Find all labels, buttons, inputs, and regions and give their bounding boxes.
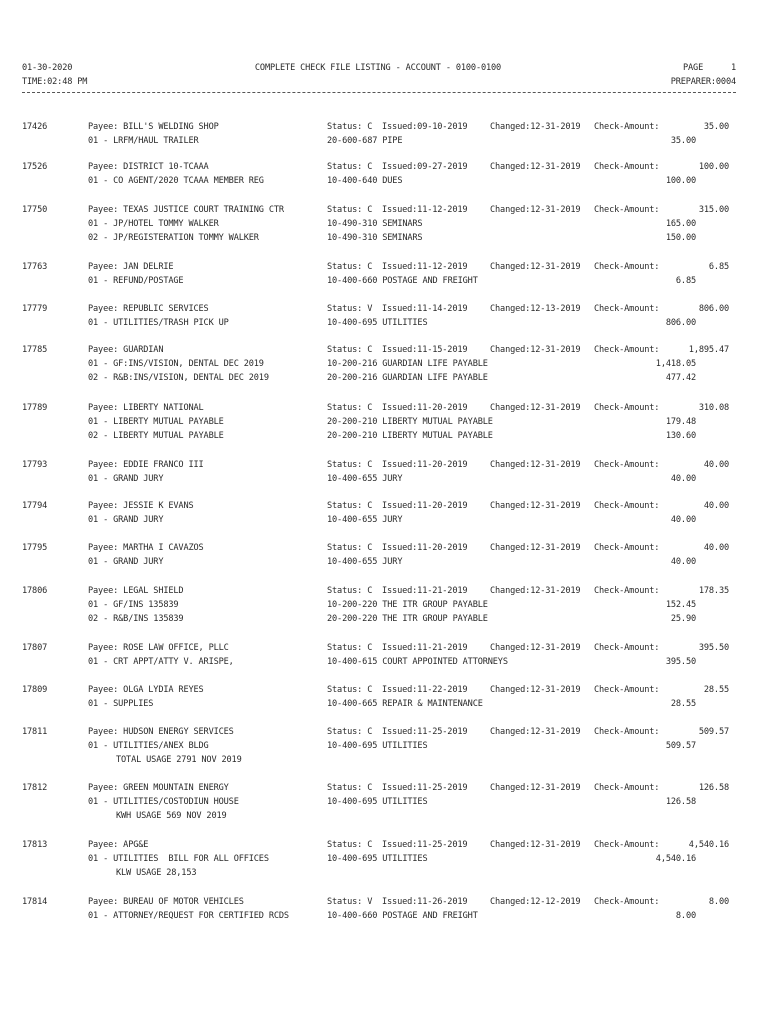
- check-amount: 100.00: [698, 162, 729, 172]
- line-account: 10-400-695 UTILITIES: [327, 318, 428, 329]
- line-account: 10-400-695 UTILITIES: [327, 741, 428, 752]
- payee: Payee: ROSE LAW OFFICE, PLLC: [88, 643, 229, 653]
- payee: Payee: GUARDIAN: [88, 345, 164, 355]
- check-number: 17809: [22, 685, 48, 695]
- line-amount: 150.00: [665, 233, 696, 244]
- check-amount: 126.58: [698, 783, 729, 793]
- payee: Payee: BILL'S WELDING SHOP: [88, 122, 219, 132]
- check-amount-label: Check-Amount:: [594, 586, 660, 596]
- issued-date: Issued:09-10-2019: [382, 122, 468, 132]
- line-amount: 35.00: [670, 136, 696, 147]
- payee: Payee: APG&E: [88, 840, 149, 850]
- check-number: 17785: [22, 345, 48, 355]
- check-amount: 40.00: [703, 543, 729, 553]
- payee: Payee: HUDSON ENERGY SERVICES: [88, 727, 234, 737]
- check-status: Status: C: [327, 501, 373, 511]
- page-number: 1: [730, 63, 736, 73]
- line-account: 10-400-655 JURY: [327, 557, 403, 568]
- line-account: 20-200-216 GUARDIAN LIFE PAYABLE: [327, 373, 488, 384]
- issued-date: Issued:09-27-2019: [382, 162, 468, 172]
- line-description: 01 - REFUND/POSTAGE: [88, 276, 184, 287]
- payee: Payee: LIBERTY NATIONAL: [88, 403, 204, 413]
- check-amount-label: Check-Amount:: [594, 205, 660, 215]
- changed-date: Changed:12-31-2019: [490, 345, 581, 355]
- check-number: 17793: [22, 460, 48, 470]
- preparer: PREPARER:0004: [670, 77, 736, 87]
- line-description: 01 - UTILITIES BILL FOR ALL OFFICES: [88, 854, 269, 865]
- line-description: 02 - R&B:INS/VISION, DENTAL DEC 2019: [88, 373, 269, 384]
- issued-date: Issued:11-22-2019: [382, 685, 468, 695]
- check-amount: 40.00: [703, 460, 729, 470]
- line-description: 01 - CRT APPT/ATTY V. ARISPE,: [88, 657, 234, 668]
- check-amount: 315.00: [698, 205, 729, 215]
- report-time: TIME:02:48 PM: [22, 77, 88, 87]
- check-number: 17812: [22, 783, 48, 793]
- payee: Payee: BUREAU OF MOTOR VEHICLES: [88, 897, 244, 907]
- issued-date: Issued:11-12-2019: [382, 205, 468, 215]
- changed-date: Changed:12-31-2019: [490, 643, 581, 653]
- check-amount: 806.00: [698, 304, 729, 314]
- check-status: Status: C: [327, 122, 373, 132]
- line-description: 01 - ATTORNEY/REQUEST FOR CERTIFIED RCDS: [88, 911, 289, 922]
- line-amount: 152.45: [665, 600, 696, 611]
- check-number: 17779: [22, 304, 48, 314]
- changed-date: Changed:12-31-2019: [490, 685, 581, 695]
- line-amount: 806.00: [665, 318, 696, 329]
- check-status: Status: C: [327, 460, 373, 470]
- changed-date: Changed:12-31-2019: [490, 840, 581, 850]
- check-amount-label: Check-Amount:: [594, 685, 660, 695]
- check-amount-label: Check-Amount:: [594, 501, 660, 511]
- check-amount-label: Check-Amount:: [594, 122, 660, 132]
- check-amount-label: Check-Amount:: [594, 727, 660, 737]
- check-amount-label: Check-Amount:: [594, 403, 660, 413]
- line-amount: 8.00: [675, 911, 696, 922]
- payee: Payee: DISTRICT 10-TCAAA: [88, 162, 209, 172]
- line-description: 01 - LIBERTY MUTUAL PAYABLE: [88, 417, 224, 428]
- changed-date: Changed:12-31-2019: [490, 501, 581, 511]
- line-amount: 25.90: [670, 614, 696, 625]
- line-description: 01 - UTILITIES/TRASH PICK UP: [88, 318, 229, 329]
- issued-date: Issued:11-20-2019: [382, 543, 468, 553]
- issued-date: Issued:11-12-2019: [382, 262, 468, 272]
- line-note: KWH USAGE 569 NOV 2019: [116, 811, 227, 822]
- check-number: 17811: [22, 727, 48, 737]
- line-description: 01 - GRAND JURY: [88, 474, 164, 485]
- line-account: 10-490-310 SEMINARS: [327, 233, 423, 244]
- line-amount: 6.85: [675, 276, 696, 287]
- line-account: 10-200-216 GUARDIAN LIFE PAYABLE: [327, 359, 488, 370]
- payee: Payee: GREEN MOUNTAIN ENERGY: [88, 783, 229, 793]
- line-account: 10-490-310 SEMINARS: [327, 219, 423, 230]
- check-amount: 1,895.47: [688, 345, 729, 355]
- payee: Payee: JESSIE K EVANS: [88, 501, 194, 511]
- issued-date: Issued:11-25-2019: [382, 727, 468, 737]
- check-status: Status: C: [327, 262, 373, 272]
- changed-date: Changed:12-31-2019: [490, 122, 581, 132]
- check-amount: 310.08: [698, 403, 729, 413]
- check-number: 17795: [22, 543, 48, 553]
- check-status: Status: C: [327, 345, 373, 355]
- payee: Payee: MARTHA I CAVAZOS: [88, 543, 204, 553]
- check-amount-label: Check-Amount:: [594, 897, 660, 907]
- line-account: 10-400-695 UTILITIES: [327, 797, 428, 808]
- line-account: 10-400-615 COURT APPOINTED ATTORNEYS: [327, 657, 508, 668]
- changed-date: Changed:12-31-2019: [490, 403, 581, 413]
- issued-date: Issued:11-14-2019: [382, 304, 468, 314]
- line-description: 01 - SUPPLIES: [88, 699, 154, 710]
- check-amount: 35.00: [703, 122, 729, 132]
- check-status: Status: C: [327, 685, 373, 695]
- line-amount: 28.55: [670, 699, 696, 710]
- issued-date: Issued:11-20-2019: [382, 403, 468, 413]
- line-account: 10-400-655 JURY: [327, 515, 403, 526]
- check-number: 17806: [22, 586, 48, 596]
- line-account: 10-400-665 REPAIR & MAINTENANCE: [327, 699, 483, 710]
- changed-date: Changed:12-13-2019: [490, 304, 581, 314]
- check-status: Status: C: [327, 727, 373, 737]
- check-status: Status: V: [327, 304, 373, 314]
- changed-date: Changed:12-31-2019: [490, 460, 581, 470]
- payee: Payee: EDDIE FRANCO III: [88, 460, 204, 470]
- check-amount-label: Check-Amount:: [594, 304, 660, 314]
- line-account: 10-400-660 POSTAGE AND FREIGHT: [327, 911, 478, 922]
- issued-date: Issued:11-26-2019: [382, 897, 468, 907]
- line-amount: 509.57: [665, 741, 696, 752]
- check-status: Status: C: [327, 205, 373, 215]
- check-amount: 8.00: [708, 897, 729, 907]
- issued-date: Issued:11-21-2019: [382, 586, 468, 596]
- check-amount-label: Check-Amount:: [594, 783, 660, 793]
- line-account: 20-200-220 THE ITR GROUP PAYABLE: [327, 614, 488, 625]
- check-number: 17814: [22, 897, 48, 907]
- line-description: 01 - GF:INS/VISION, DENTAL DEC 2019: [88, 359, 264, 370]
- header-divider: [22, 92, 736, 93]
- check-amount-label: Check-Amount:: [594, 460, 660, 470]
- line-description: 02 - LIBERTY MUTUAL PAYABLE: [88, 431, 224, 442]
- changed-date: Changed:12-31-2019: [490, 543, 581, 553]
- line-amount: 40.00: [670, 474, 696, 485]
- line-description: 01 - GRAND JURY: [88, 515, 164, 526]
- check-amount-label: Check-Amount:: [594, 840, 660, 850]
- check-amount: 4,540.16: [688, 840, 729, 850]
- payee: Payee: LEGAL SHIELD: [88, 586, 184, 596]
- check-amount-label: Check-Amount:: [594, 643, 660, 653]
- check-amount: 509.57: [698, 727, 729, 737]
- check-status: Status: C: [327, 643, 373, 653]
- line-note: TOTAL USAGE 2791 NOV 2019: [116, 755, 242, 766]
- line-account: 10-400-655 JURY: [327, 474, 403, 485]
- line-account: 10-400-640 DUES: [327, 176, 403, 187]
- check-amount: 40.00: [703, 501, 729, 511]
- line-amount: 165.00: [665, 219, 696, 230]
- report-title: COMPLETE CHECK FILE LISTING - ACCOUNT - 0100-0100: [254, 63, 502, 73]
- check-amount-label: Check-Amount:: [594, 162, 660, 172]
- changed-date: Changed:12-31-2019: [490, 205, 581, 215]
- line-amount: 100.00: [665, 176, 696, 187]
- check-status: Status: C: [327, 543, 373, 553]
- issued-date: Issued:11-25-2019: [382, 840, 468, 850]
- check-status: Status: C: [327, 586, 373, 596]
- changed-date: Changed:12-31-2019: [490, 783, 581, 793]
- line-description: 01 - GF/INS 135839: [88, 600, 179, 611]
- payee: Payee: TEXAS JUSTICE COURT TRAINING CTR: [88, 205, 284, 215]
- check-amount-label: Check-Amount:: [594, 345, 660, 355]
- issued-date: Issued:11-20-2019: [382, 501, 468, 511]
- check-number: 17763: [22, 262, 48, 272]
- line-amount: 40.00: [670, 557, 696, 568]
- changed-date: Changed:12-31-2019: [490, 162, 581, 172]
- line-amount: 4,540.16: [655, 854, 696, 865]
- line-description: 01 - CO AGENT/2020 TCAAA MEMBER REG: [88, 176, 264, 187]
- line-amount: 126.58: [665, 797, 696, 808]
- line-description: 02 - R&B/INS 135839: [88, 614, 184, 625]
- line-description: 01 - LRFM/HAUL TRAILER: [88, 136, 199, 147]
- check-amount: 395.50: [698, 643, 729, 653]
- issued-date: Issued:11-25-2019: [382, 783, 468, 793]
- changed-date: Changed:12-12-2019: [490, 897, 581, 907]
- line-description: 01 - JP/HOTEL TOMMY WALKER: [88, 219, 219, 230]
- check-amount-label: Check-Amount:: [594, 262, 660, 272]
- check-number: 17813: [22, 840, 48, 850]
- payee: Payee: REPUBLIC SERVICES: [88, 304, 209, 314]
- line-account: 10-400-660 POSTAGE AND FREIGHT: [327, 276, 478, 287]
- report-date: 01-30-2020: [22, 63, 73, 73]
- changed-date: Changed:12-31-2019: [490, 262, 581, 272]
- check-number: 17526: [22, 162, 48, 172]
- line-description: 02 - JP/REGISTERATION TOMMY WALKER: [88, 233, 259, 244]
- line-note: KLW USAGE 28,153: [116, 868, 197, 879]
- line-description: 01 - UTILITIES/COSTODIUN HOUSE: [88, 797, 239, 808]
- check-number: 17794: [22, 501, 48, 511]
- check-amount: 28.55: [703, 685, 729, 695]
- issued-date: Issued:11-15-2019: [382, 345, 468, 355]
- line-amount: 1,418.05: [655, 359, 696, 370]
- line-description: 01 - GRAND JURY: [88, 557, 164, 568]
- check-amount: 178.35: [698, 586, 729, 596]
- check-number: 17750: [22, 205, 48, 215]
- issued-date: Issued:11-21-2019: [382, 643, 468, 653]
- check-number: 17807: [22, 643, 48, 653]
- changed-date: Changed:12-31-2019: [490, 727, 581, 737]
- line-account: 20-200-210 LIBERTY MUTUAL PAYABLE: [327, 431, 493, 442]
- payee: Payee: OLGA LYDIA REYES: [88, 685, 204, 695]
- check-status: Status: C: [327, 783, 373, 793]
- page-label: PAGE: [683, 63, 704, 73]
- check-status: Status: C: [327, 840, 373, 850]
- check-number: 17426: [22, 122, 48, 132]
- check-amount-label: Check-Amount:: [594, 543, 660, 553]
- line-amount: 40.00: [670, 515, 696, 526]
- line-amount: 179.48: [665, 417, 696, 428]
- line-account: 10-200-220 THE ITR GROUP PAYABLE: [327, 600, 488, 611]
- line-amount: 477.42: [665, 373, 696, 384]
- check-status: Status: V: [327, 897, 373, 907]
- line-account: 20-200-210 LIBERTY MUTUAL PAYABLE: [327, 417, 493, 428]
- line-amount: 130.60: [665, 431, 696, 442]
- line-account: 10-400-695 UTILITIES: [327, 854, 428, 865]
- payee: Payee: JAN DELRIE: [88, 262, 174, 272]
- line-account: 20-600-687 PIPE: [327, 136, 403, 147]
- check-status: Status: C: [327, 162, 373, 172]
- line-amount: 395.50: [665, 657, 696, 668]
- line-description: 01 - UTILITIES/ANEX BLDG: [88, 741, 209, 752]
- check-status: Status: C: [327, 403, 373, 413]
- issued-date: Issued:11-20-2019: [382, 460, 468, 470]
- check-number: 17789: [22, 403, 48, 413]
- changed-date: Changed:12-31-2019: [490, 586, 581, 596]
- check-amount: 6.85: [708, 262, 729, 272]
